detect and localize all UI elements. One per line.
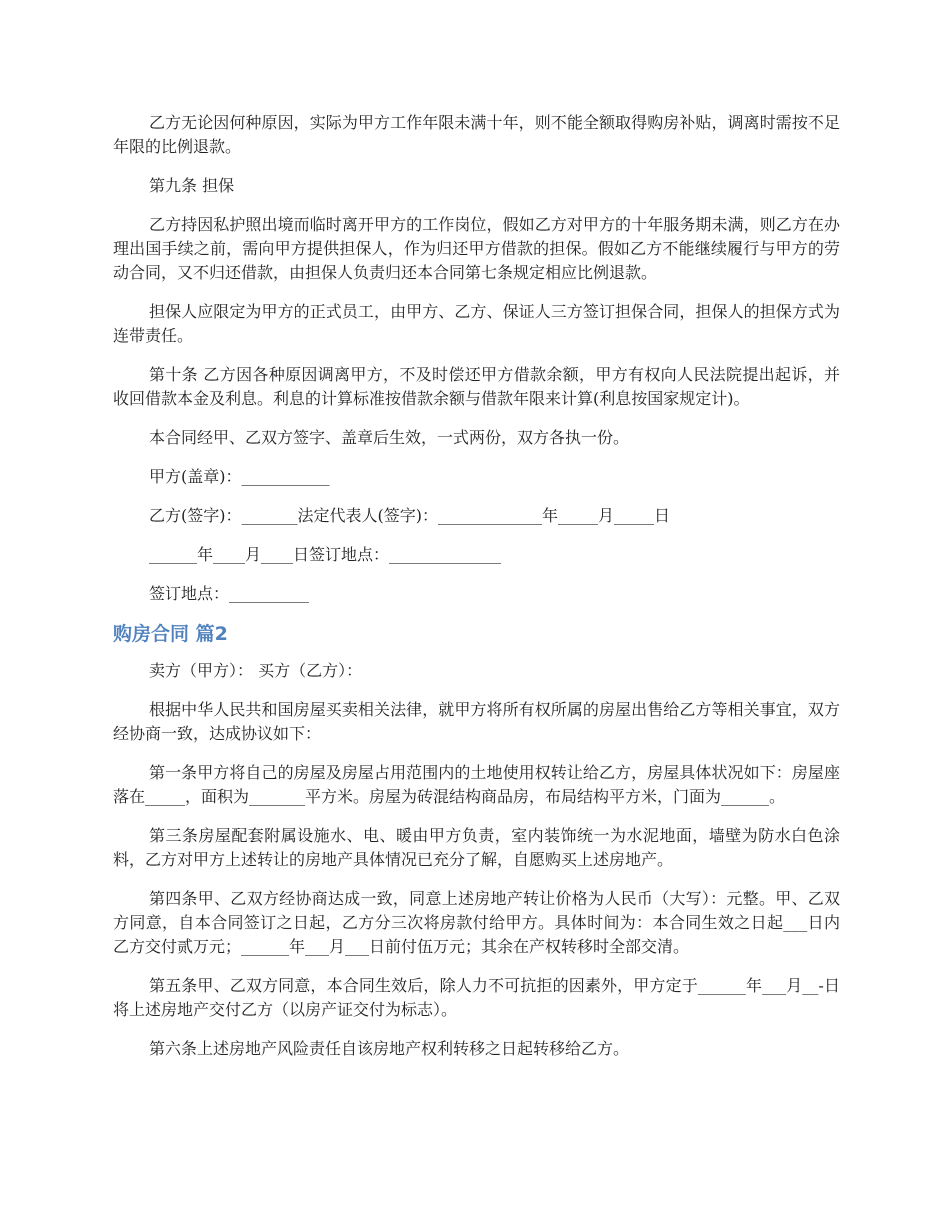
signing-location-line: 签订地点：__________: [149, 584, 310, 603]
party-b-signature-line: 乙方(签字)：_______法定代表人(签字)：_____________年_____月_____日: [149, 506, 670, 525]
article-10-paragraph: 第十条 乙方因各种原因调离甲方，不及时偿还甲方借款余额，甲方有权向人民法院提出起诉，并收回借款本金及利息。利息的计算标准按借款余额与借款年限来计算(利息按国家规定计)。: [113, 365, 840, 408]
party-a-seal-line: 甲方(盖章)：___________: [149, 467, 330, 486]
article-6-paragraph: 第六条上述房地产风险责任自该房地产权利转移之日起转移给乙方。: [149, 1039, 630, 1058]
paragraph-effectiveness: 本合同经甲、乙双方签字、盖章后生效，一式两份，双方各执一份。: [149, 428, 630, 447]
article-9-title: 第九条 担保: [149, 176, 235, 195]
preamble-paragraph: 根据中华人民共和国房屋买卖相关法律，就甲方将所有权所属的房屋出售给乙方等相关事宜，双方经协商一致，达成协议如下：: [113, 700, 840, 743]
article-5-paragraph: 第五条甲、乙双方同意，本合同生效后，除人力不可抗拒的因素外，甲方定于______年___月__-日将上述房地产交付乙方（以房产证交付为标志）。: [113, 976, 840, 1019]
article-1-paragraph: 第一条甲方将自己的房屋及房屋占用范围内的土地使用权转让给乙方，房屋具体状况如下：房屋座落在_____，面积为_______平方米。房屋为砖混结构商品房，布局结构平方米，门面为______。: [113, 763, 840, 806]
parties-line: 卖方（甲方）： 买方（乙方）：: [149, 661, 363, 680]
paragraph-refund-rule: 乙方无论因何种原因，实际为甲方工作年限未满十年，则不能全额取得购房补贴，调离时需按不足年限的比例退款。: [113, 113, 840, 156]
paragraph-guarantor-requirement: 乙方持因私护照出境而临时离开甲方的工作岗位，假如乙方对甲方的十年服务期未满，则乙方在办理出国手续之前，需向甲方提供担保人，作为归还甲方借款的担保。假如乙方不能继续履行与甲方的劳动合同，又不归还借款，由担保人负责归还本合同第七条规定相应比例退款。: [113, 215, 840, 282]
article-4-paragraph: 第四条甲、乙双方经协商达成一致，同意上述房地产转让价格为人民币（大写）：元整。甲、乙双方同意，自本合同签订之日起，乙方分三次将房款付给甲方。具体时间为：本合同生效之日起___日内乙方交付贰万元；______年___月___日前付伍万元；其余在产权转移时全部交清。: [113, 889, 840, 956]
signing-date-location-line: ______年____月____日签订地点：______________: [149, 545, 502, 564]
document-body: [113, 111, 840, 1076]
section-heading: 购房合同 篇2: [113, 623, 228, 645]
article-3-paragraph: 第三条房屋配套附属设施水、电、暖由甲方负责，室内装饰统一为水泥地面，墙壁为防水白色涂料，乙方对甲方上述转让的房地产具体情况已充分了解，自愿购买上述房地产。: [113, 826, 840, 869]
paragraph-guarantor-scope: 担保人应限定为甲方的正式员工，由甲方、乙方、保证人三方签订担保合同，担保人的担保方式为连带责任。: [113, 302, 840, 345]
